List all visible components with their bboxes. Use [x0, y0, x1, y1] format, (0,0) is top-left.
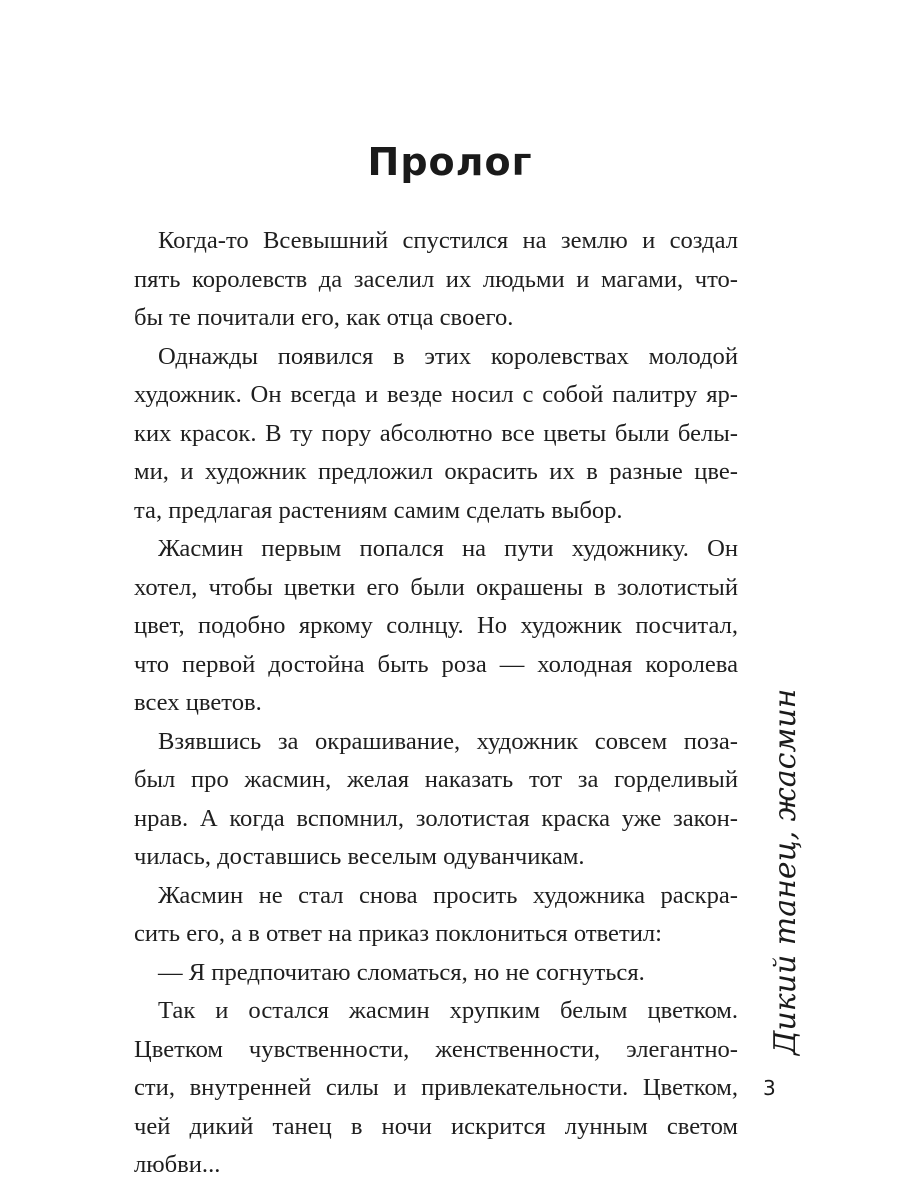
- text-line: сти, внутренней силы и привлекательности. Цветком,: [134, 1074, 738, 1101]
- text-line: — Я предпочитаю сломаться, но не согнуться.: [158, 958, 645, 986]
- text-line: сить его, а в ответ на приказ поклониться ответил:: [134, 920, 662, 947]
- text-line: чилась, доставшись веселым одуванчикам.: [134, 843, 585, 870]
- page-number: 3: [763, 1076, 776, 1100]
- text-line: пять королевств да заселил их людьми и магами, что-: [134, 265, 738, 293]
- text-line: чей дикий танец в ночи искрится лунным светом: [134, 1112, 738, 1140]
- chapter-title: Пролог: [367, 140, 533, 184]
- text-line: Так и остался жасмин хрупким белым цветком.: [158, 997, 738, 1024]
- text-line: что первой достойна быть роза — холодная королева: [134, 650, 738, 678]
- text-line: бы те почитали его, как отца своего.: [134, 304, 514, 331]
- body-text: [134, 222, 738, 1185]
- text-line: Жасмин первым попался на пути художнику. Он: [158, 535, 738, 562]
- text-line: та, предлагая растениям самим сделать выбор.: [134, 496, 623, 524]
- text-line: художник. Он всегда и везде носил с собой палитру яр-: [134, 381, 738, 408]
- text-line: Взявшись за окрашивание, художник совсем поза-: [158, 727, 738, 755]
- text-line: хотел, чтобы цветки его были окрашены в золотистый: [134, 573, 738, 601]
- text-line: был про жасмин, желая наказать тот за горделивый: [134, 766, 738, 793]
- text-line: Жасмин не стал снова просить художника раскра-: [158, 881, 738, 909]
- text-line: Однажды появился в этих королевствах молодой: [158, 342, 738, 370]
- text-line: Цветком чувственности, женственности, элегантно-: [134, 1035, 738, 1063]
- text-line: ких красок. В ту пору абсолютно все цветы были белы-: [134, 419, 738, 447]
- text-line: всех цветов.: [134, 689, 262, 716]
- text-line: цвет, подобно яркому солнцу. Но художник посчитал,: [134, 612, 738, 639]
- text-line: нрав. А когда вспомнил, золотистая краска уже закон-: [134, 804, 738, 832]
- text-line: Когда-то Всевышний спустился на землю и создал: [158, 227, 738, 254]
- vertical-book-title: Дикий танец, жасмин: [768, 688, 803, 1055]
- text-line: любви...: [134, 1151, 221, 1178]
- text-line: ми, и художник предложил окрасить их в разные цве-: [134, 458, 738, 485]
